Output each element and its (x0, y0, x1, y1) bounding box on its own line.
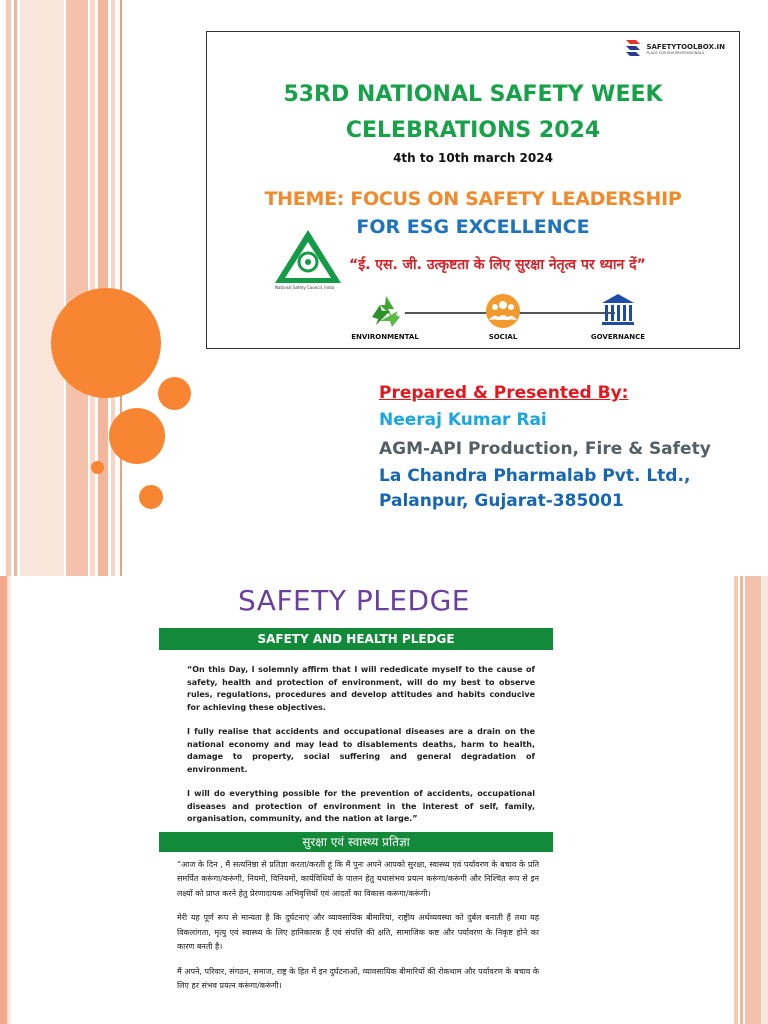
decorative-stripe (20, 0, 64, 576)
decorative-stripe (745, 576, 761, 1024)
esg-social-label: SOCIAL (488, 333, 518, 341)
decorative-stripe (734, 576, 738, 1024)
bank-building-icon (599, 291, 637, 329)
presenter-info (379, 382, 749, 519)
presenter-heading: Prepared & Presented By: (379, 383, 629, 403)
nsc-org-name: National Safety Council, India (275, 285, 335, 290)
brand-tagline: PLACE FOR EHS PROFESSIONALS (646, 51, 705, 55)
shield-icon (624, 38, 642, 60)
pledge-document (159, 628, 553, 1024)
presenter-location: Palanpur, Gujarat-385001 (379, 491, 624, 511)
slide-safety-pledge (0, 576, 768, 1024)
decorative-stripe (740, 576, 743, 1024)
banner-theme-line2: FOR ESG EXCELLENCE (356, 216, 590, 238)
brand-logo (624, 38, 725, 60)
pledge-header-english: SAFETY AND HEALTH PLEDGE (159, 628, 553, 650)
pledge-paragraph: I will do everything possible for the prevention of accidents, occupational diseases and protection of environment in the interest of self, family, organisation, community, and the nation at large.” (187, 789, 535, 823)
decorative-circle (91, 461, 104, 474)
decorative-circle (51, 288, 161, 398)
pledge-paragraph-hindi: मेरी यह पूर्ण रूप से मान्यता है कि दुर्घटनाएं और व्यावसायिक बीमारियां, राष्ट्रीय अर्थव्यवस्था को दुर्बल बनाती हैं तथा यह विकलांगता, मृत्यु एवं स्वास्थ्य के लिए हानिकारक हैं एवं संपत्ति की क्षति, सामाजिक कष्ट और पर्यावरण के निकृष्ट होने का कारण बनती है। (177, 913, 539, 951)
slide-title: SAFETY PLEDGE (238, 584, 470, 617)
decorative-stripe (6, 0, 11, 576)
presenter-designation: AGM-API Production, Fire & Safety (379, 439, 711, 459)
decorative-stripe (66, 0, 88, 576)
nsc-logo-bottom-text: FOR SAFETY (287, 274, 322, 280)
banner-theme-hindi: “ई. एस. जी. उत्कृष्टता के लिए सुरक्षा नेतृत्व पर ध्यान दें” (349, 257, 646, 273)
banner-title-line1: 53RD NATIONAL SAFETY WEEK (283, 82, 663, 107)
recycle-icon (366, 291, 406, 331)
pledge-paragraph-hindi: मैं अपने, परिवार, संगठन, समाज, राष्ट्र के हित में इन दुर्घटनाओं, व्यावसायिक बीमारियों की रोकथाम और पर्यावरण के बचाव के लिए हर संभव प्रयत्न करूंगा/करूंगी। (177, 966, 539, 990)
esg-environmental-label: ENVIRONMENTAL (351, 333, 419, 341)
decorative-stripe (14, 0, 17, 576)
decorative-circle (158, 377, 191, 410)
presenter-company: La Chandra Pharmalab Pvt. Ltd., (379, 466, 691, 486)
banner-title-line2: CELEBRATIONS 2024 (345, 118, 601, 143)
pledge-header-hindi: सुरक्षा एवं स्वास्थ्य प्रतिज्ञा (159, 832, 553, 852)
decorative-stripe (0, 576, 7, 1024)
brand-name: SAFETYTOOLBOX.IN (646, 43, 725, 51)
decorative-stripe (120, 0, 122, 576)
safety-week-banner (206, 31, 740, 349)
esg-governance-label: GOVERNANCE (590, 333, 646, 341)
banner-theme-line1: THEME: FOCUS ON SAFETY LEADERSHIP (264, 188, 682, 210)
decorative-stripe (90, 0, 95, 576)
decorative-circle (139, 485, 163, 509)
pledge-paragraph: “On this Day, I solemnly affirm that I will rededicate myself to the cause of safety, health and protection of environment, will do my best to observe rules, regulations, procedures and develop attitudes and habits conducive for achieving these objectives. (187, 665, 535, 712)
people-icon (485, 293, 521, 329)
pledge-paragraph-hindi: “आज के दिन , मैं सत्यनिष्ठा से प्रतिज्ञा करता/करती हूं कि मैं पुनः अपने आपको सुरक्षा, स्वास्थ्य एवं पर्यावरण के बचाव के प्रति समर्पित करूंगा/करूंगी, नियमों, विनियमों, कार्यविधियों के पालन हेतु यथासंभव प्रयत्न करूंगा/करूंगी और निश्चित रूप से इन लक्ष्यों को प्राप्त करने हेतु प्रेरणादायक अभिवृत्तियों एवं आदतों का विकास करूंगा/करूंगी। (177, 859, 539, 898)
decorative-stripe (762, 576, 768, 1024)
decorative-stripe (7, 576, 11, 1024)
banner-dates: 4th to 10th march 2024 (393, 151, 553, 165)
presenter-name: Neeraj Kumar Rai (379, 410, 547, 430)
decorative-circle (109, 408, 165, 464)
pledge-paragraph: I fully realise that accidents and occupational diseases are a drain on the national economy and may lead to disablements deaths, harm to health, damage to property, social suffering and general degradation of environment. (187, 727, 535, 774)
